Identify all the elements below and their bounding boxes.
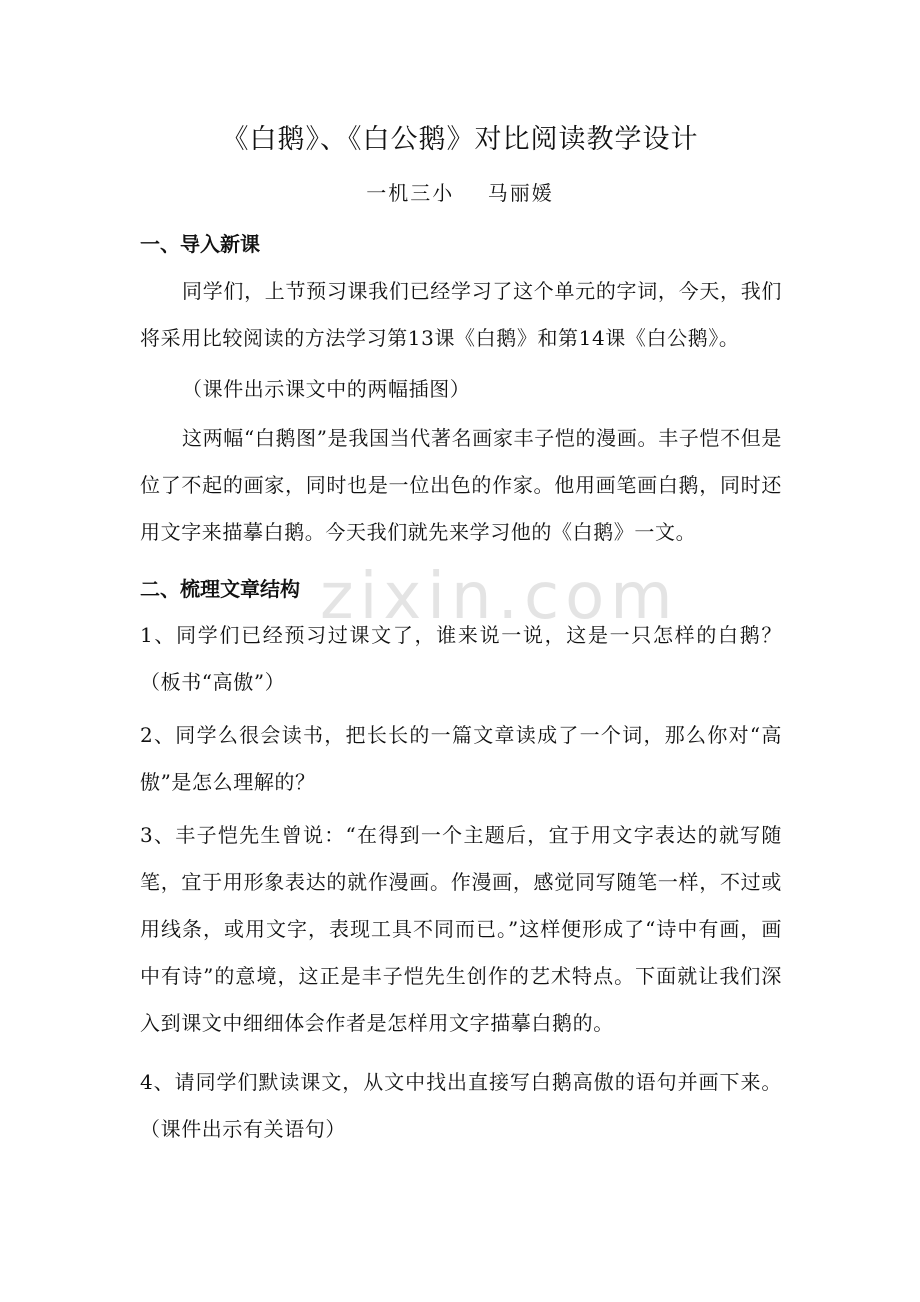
paragraph-structure-1: 1、同学们已经预习过课文了，谁来说一说，这是一只怎样的白鹅？（板书“高傲”） [140, 623, 782, 694]
author-text: 一机三小 马丽媛 [366, 181, 554, 205]
paragraph-intro-3: 这两幅“白鹅图”是我国当代著名画家丰子恺的漫画。丰子恺不但是位了不起的画家，同时也是一位出色的作家。他用画笔画白鹅，同时还用文字来描摹白鹅。今天我们就先来学习他的《白鹅》一文。 [140, 426, 782, 544]
paragraph-structure-3: 3、丰子恺先生曾说：“在得到一个主题后，宜于用文字表达的就写随笔，宜于用形象表达的就作漫画。作漫画，感觉同写随笔一样，不过或用线条，或用文字，表现工具不同而已。”这样便形成了“诗中有画，画中有诗”的意境，这正是丰子恺先生创作的艺术特点。下面就让我们深入到课文中细细体会作者是怎样用文字描摹白鹅的。 [140, 823, 782, 1035]
paragraph-structure-2: 2、同学么很会读书，把长长的一篇文章读成了一个词，那么你对“高傲”是怎么理解的？ [140, 723, 782, 794]
paragraph-intro-2: （课件出示课文中的两幅插图） [182, 377, 471, 401]
paragraph-structure-4: 4、请同学们默读课文，从文中找出直接写白鹅高傲的语句并画下来。（课件出示有关语句） [140, 1070, 782, 1141]
paragraph-intro-1: 同学们，上节预习课我们已经学习了这个单元的字词，今天，我们将采用比较阅读的方法学习第13课《白鹅》和第14课《白公鹅》。 [140, 279, 782, 350]
section-heading-intro: 一、导入新课 [140, 232, 260, 256]
section-heading-structure: 二、梳理文章结构 [140, 577, 300, 601]
watermark: zixin.com [320, 560, 679, 634]
document-author [0, 176, 920, 210]
document-title: 《白鹅》、《白公鹅》对比阅读教学设计 [221, 124, 699, 155]
